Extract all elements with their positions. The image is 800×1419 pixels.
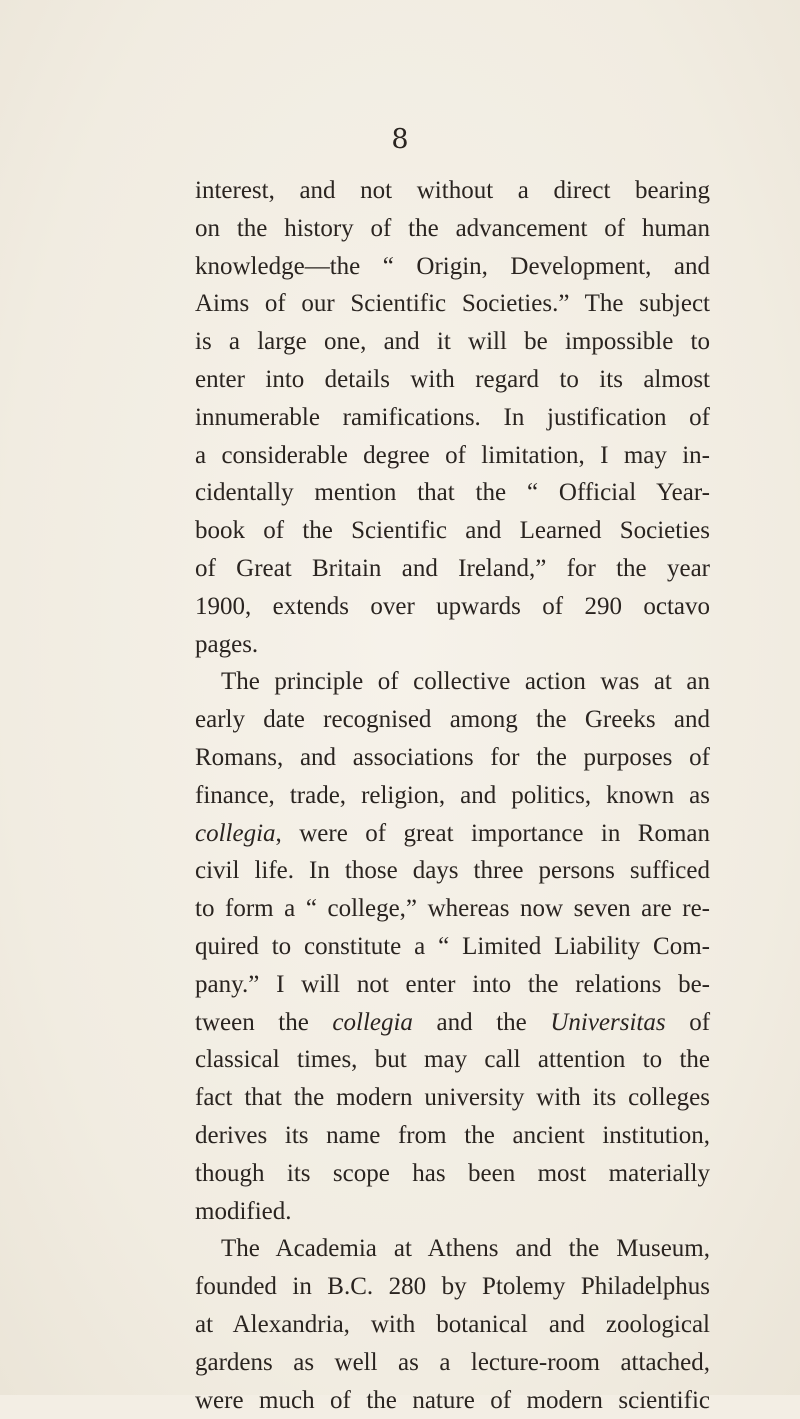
text-line: 1900, extends over upwards of 290 octavo bbox=[195, 588, 710, 626]
text-line: interest, and not without a direct bearing bbox=[195, 172, 710, 210]
text-line: tween the collegia and the Universitas of bbox=[195, 1004, 710, 1042]
text-line: were much of the nature of modern scientific bbox=[195, 1382, 710, 1419]
text-line: The principle of collective action was at an bbox=[195, 663, 710, 701]
text-line: classical times, but may call attention to the bbox=[195, 1041, 710, 1079]
text-line: knowledge—the “ Origin, Development, and bbox=[195, 248, 710, 286]
text-line: innumerable ramifications. In justification of bbox=[195, 399, 710, 437]
text-line: is a large one, and it will be impossible to bbox=[195, 323, 710, 361]
text-line: to form a “ college,” whereas now seven are re- bbox=[195, 890, 710, 928]
text-line: enter into details with regard to its almost bbox=[195, 361, 710, 399]
text-line: a considerable degree of limitation, I may in- bbox=[195, 437, 710, 475]
text-line: pany.” I will not enter into the relations be- bbox=[195, 966, 710, 1004]
text-line: book of the Scientific and Learned Societies bbox=[195, 512, 710, 550]
text-line: cidentally mention that the “ Official Year- bbox=[195, 474, 710, 512]
text-line: of Great Britain and Ireland,” for the year bbox=[195, 550, 710, 588]
text-line: gardens as well as a lecture-room attached, bbox=[195, 1344, 710, 1382]
text-line: Aims of our Scientific Societies.” The subject bbox=[195, 285, 710, 323]
page-number: 8 bbox=[0, 124, 800, 155]
text-line: finance, trade, religion, and politics, known as bbox=[195, 777, 710, 815]
body-text bbox=[195, 172, 710, 1419]
text-line: fact that the modern university with its colleges bbox=[195, 1079, 710, 1117]
text-line: quired to constitute a “ Limited Liability Com- bbox=[195, 928, 710, 966]
text-line: at Alexandria, with botanical and zoological bbox=[195, 1306, 710, 1344]
text-line: civil life. In those days three persons sufficed bbox=[195, 852, 710, 890]
text-line: though its scope has been most materially bbox=[195, 1155, 710, 1193]
text-line: derives its name from the ancient institution, bbox=[195, 1117, 710, 1155]
text-line: The Academia at Athens and the Museum, bbox=[195, 1230, 710, 1268]
text-line: modified. bbox=[195, 1193, 710, 1231]
text-line: early date recognised among the Greeks and bbox=[195, 701, 710, 739]
text-line: pages. bbox=[195, 626, 710, 664]
text-line: collegia, were of great importance in Roman bbox=[195, 815, 710, 853]
text-line: on the history of the advancement of human bbox=[195, 210, 710, 248]
text-line: Romans, and associations for the purposes of bbox=[195, 739, 710, 777]
text-line: founded in B.C. 280 by Ptolemy Philadelphus bbox=[195, 1268, 710, 1306]
